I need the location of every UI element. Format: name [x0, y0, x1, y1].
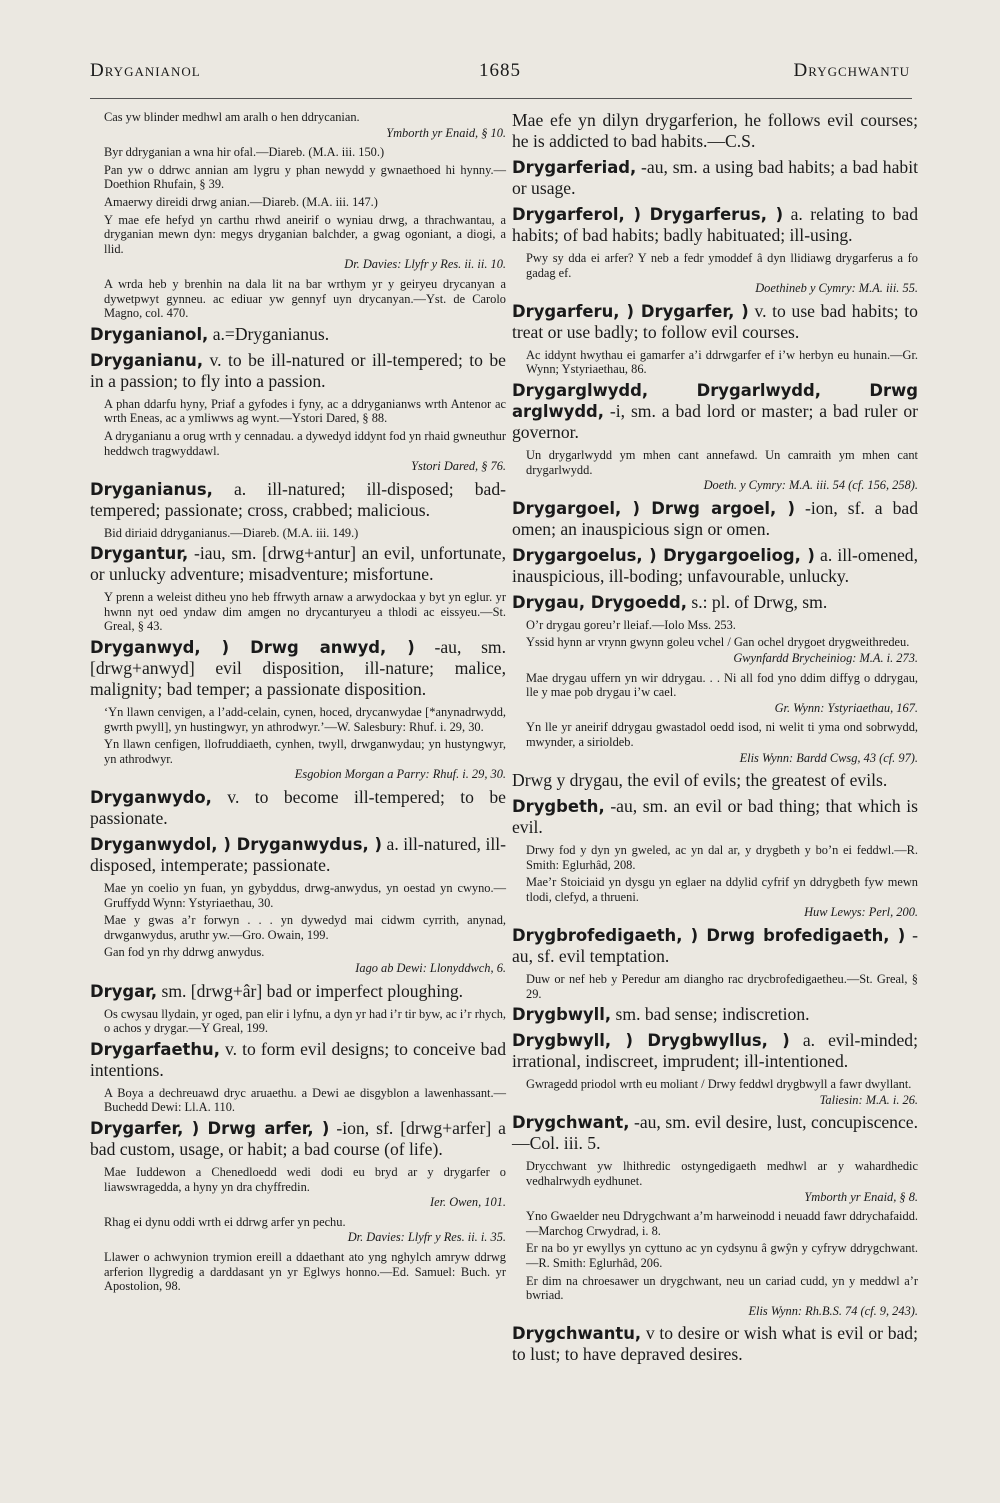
entry-headword: Drygchwantu,: [512, 1324, 642, 1344]
entry-headword: Drygarferiad,: [512, 158, 637, 177]
entry-headword: Drygantur,: [90, 544, 189, 564]
entry-headword: Drygar,: [90, 981, 158, 1001]
quotation: Gwragedd priodol wrth eu moliant / Drwy feddwl drygbwyll a fawr dwyllant.: [526, 1077, 912, 1092]
citation-source: Huw Lewys: Perl, 200.: [804, 905, 918, 920]
entry-headword: Drygarfer, ) Drwg arfer, ): [90, 1118, 330, 1138]
quotation: Un drygarlwydd ym mhen cant annefawd. Un camraith ym mhen cant drygarlwydd.: [526, 447, 918, 477]
citation-source: Ymborth yr Enaid, § 8.: [804, 1189, 918, 1204]
dictionary-entry: [512, 1030, 918, 1072]
quotation: Gan fod yn rhy ddrwg anwydus.: [104, 945, 265, 960]
quotation: A Boya a dechreuawd dryc aruaethu. a Dewi ae disgyblon a lawenhassant.—Buchedd Dewi: Ll.A. 110.: [104, 1085, 506, 1115]
dictionary-entry: [512, 380, 918, 443]
dictionary-entry: [90, 479, 506, 521]
citation-source: Dr. Davies: Llyfr y Res. ii. ii. 10.: [344, 257, 506, 272]
entry-headword: Drygbwyll,: [512, 1005, 612, 1025]
quotation: Cas yw blinder medhwl am aralh o hen ddrycanian.: [104, 110, 360, 124]
citation-source: Doeth. y Cymry: M.A. iii. 54 (cf. 156, 258).: [703, 478, 918, 493]
dictionary-entry: [512, 796, 918, 838]
quotation: Y mae efe hefyd yn carthu rhwd aneirif o wyniau drwg, a thrachwantau, a dryganian mewn dyn: megys dryganian balchder, a gwag ogoniant, a diogi, a llid.: [104, 212, 506, 256]
entry-definition: v. to form evil designs; to conceive bad intentions.: [90, 1038, 506, 1080]
quotation: Yn lle yr aneirif ddrygau gwastadol oedd isod, ni welit ti yma ond sobrwydd, mwynder, a sirioldeb.: [526, 720, 918, 749]
quotation: Drwy fod y dyn yn gweled, ac yn dal ar, y drygbeth y bo’n ei feddwl.—R. Smith: Eglurhâd, 208.: [526, 843, 918, 872]
dictionary-entry: [512, 1004, 918, 1025]
entry-definition: v. to use bad habits; to treat or use badly; to follow evil courses.: [512, 300, 918, 342]
citation-source: Ystori Dared, § 76.: [411, 459, 506, 474]
entry-headword: Dryganianu,: [90, 350, 204, 370]
dictionary-entry: [90, 637, 506, 700]
quotation: Bid diriaid ddryganianus.—Diareb. (M.A. iii. 149.): [104, 525, 359, 540]
header-rule: [90, 98, 912, 99]
dictionary-entry: [90, 350, 506, 392]
quotation: Ac iddynt hwythau ei gamarfer a’i ddrwgarfer ef i’w herbyn eu hunain.—Gr. Wynn; Ystyriaethau, 86.: [526, 347, 918, 377]
citation-source: Doethineb y Cymry: M.A. iii. 55.: [755, 281, 918, 296]
entry-definition: -au, sm. an evil or bad thing; that which is evil.: [512, 796, 918, 838]
citation-source: Esgobion Morgan a Parry: Rhuf. i. 29, 30.: [294, 767, 506, 782]
citation-source: Elis Wynn: Rh.B.S. 74 (cf. 9, 243).: [748, 1303, 918, 1318]
entry-headword: Drygbeth,: [512, 797, 605, 817]
dictionary-entry: [512, 545, 918, 587]
entry-definition: v. to be ill-natured or ill-tempered; to be in a passion; to fly into a passion.: [90, 349, 506, 391]
quotation: Amaerwy direidi drwg anian.—Diareb. (M.A. iii. 147.): [104, 194, 378, 209]
quotation: Yn llawn cenfigen, llofruddiaeth, cynhen, twyll, drwganwydau; yn hustyngwyr, yn athrodwyr.: [104, 737, 506, 766]
entry-definition: v to desire or wish what is evil or bad; to lust; to have depraved desires.: [512, 1323, 918, 1365]
quotation: Mae y gwas a’r forwyn . . . yn dywedyd mai cidwm cyrrith, anynad, drwganwydus, aruthr yw.—Gro. Owain, 199.: [104, 913, 506, 942]
entry-headword: Dryganwyd, ) Drwg anwyd, ): [90, 638, 415, 658]
entry-headword: Dryganianol,: [90, 324, 209, 344]
dictionary-entry: [512, 204, 918, 246]
dictionary-entry: [512, 157, 918, 199]
dictionary-entry: [512, 498, 918, 540]
quotation: Yno Gwaelder neu Ddrygchwant a’m harweinodd i neuadd fawr ddrychafaidd.—Marchog Crwydrad, i. 8.: [526, 1209, 918, 1238]
header-left-guide-word: Dryganianol: [90, 60, 201, 81]
citation-source: Iago ab Dewi: Llonyddwch, 6.: [355, 961, 506, 975]
entry-definition: -au, sm. evil desire, lust, concupiscence.—Col. iii. 5.: [512, 1112, 918, 1154]
dictionary-phrase: Mae efe yn dilyn drygarferion, he follows evil courses; he is addicted to bad habits.—C.S.: [512, 110, 918, 151]
quotation: Mae Iuddewon a Chenedloedd wedi dodi eu bryd ar y drygarfer o liawswragedda, a hyny yn dra chyffredin.: [104, 1164, 506, 1194]
citation-source: Ier. Owen, 101.: [429, 1195, 506, 1210]
quotation: Llawer o achwynion trymion ereill a ddaethant ato yng nghylch amryw ddrwg arferion llygredig a darddasant yn yr Eglwys honno.—Ed. Samuel: Buch. yr Apostolion, 98.: [104, 1249, 506, 1294]
quotation: Mae drygau uffern yn wir ddrygau. . . Ni all fod yno ddim diffyg o ddrygau, lle y mae pob drygau i’w cael.: [526, 670, 918, 700]
entry-headword: Drygargoelus, ) Drygargoeliog, ): [512, 545, 815, 565]
quotation: O’r drygau goreu’r lleiaf.—Iolo Mss. 253.: [526, 617, 736, 632]
dictionary-entry: [512, 1112, 918, 1154]
entry-headword: Dryganwydol, ) Dryganwydus, ): [90, 835, 383, 855]
entry-definition: a. relating to bad habits; of bad habits; badly habituated; ill-using.: [512, 204, 918, 245]
citation-source: Gwynfardd Brycheiniog: M.A. i. 273.: [733, 650, 918, 665]
entry-headword: Drygarferu, ) Drygarfer, ): [512, 301, 749, 321]
entry-headword: Dryganwydo,: [90, 788, 212, 808]
quotation: A wrda heb y brenhin na dala lit na bar wrthym yr y geiryeu drycanyan a dywetpwyt gynneu. ac ediuar yw gennyf uyn drycanyan.—Yst. de Carolo Magno, col. 470.: [104, 276, 506, 321]
quotation: Y prenn a weleist ditheu yno heb ffrwyth arnaw a arwydockaa y byt yn eglur. yr hwnn nyt oed yndaw dim amgen no drycanturyeu a thlodi ac eissyeu.—St. Greal, § 43.: [104, 590, 506, 634]
entry-headword: Drygarfaethu,: [90, 1039, 220, 1059]
dictionary-entry: [90, 981, 506, 1002]
dictionary-entry: [90, 1118, 506, 1160]
quotation: Yssid hynn ar vrynn gwynn goleu vchel / Gan ochel drygoet drygweithredeu.: [526, 635, 910, 650]
entry-definition: -au, sm. [drwg+anwyd] evil disposition, ill-nature; malice, malignity; bad temper; a passionate disposition.: [90, 637, 507, 700]
citation-source: Ymborth yr Enaid, § 10.: [386, 125, 506, 140]
entry-headword: Drygbrofedigaeth, ) Drwg brofedigaeth, ): [512, 926, 906, 946]
quotation: Os cwysau llydain, yr oged, pan elir i lyfnu, a dyn yr had i’r tir byw, ac i’r rhych, o achos y drygar.—Y Greal, 199.: [104, 1006, 506, 1036]
dictionary-phrase: Drwg y drygau, the evil of evils; the greatest of evils.: [512, 770, 888, 791]
dictionary-entry: [512, 592, 918, 613]
entry-definition: sm. bad sense; indiscretion.: [611, 1004, 810, 1025]
quotation: Byr ddryganian a wna hir ofal.—Diareb. (M.A. iii. 150.): [104, 145, 385, 160]
quotation: Er dim na chroesawer un drygchwant, neu un cariad cudd, yn y meddwl a’r bwriad.: [526, 1273, 918, 1303]
entry-definition: a. ill-omened, inauspicious, ill-boding; unfavourable, unlucky.: [512, 544, 918, 586]
quotation: Er na bo yr ewyllys yn cyttuno ac yn cydsynu â gwŷn y cyfryw ddrygchwant.—R. Smith: Eglurhâd, 206.: [526, 1241, 918, 1270]
citation-source: Elis Wynn: Bardd Cwsg, 43 (cf. 97).: [739, 750, 918, 765]
entry-definition: a. ill-natured, ill-disposed, intemperate; passionate.: [90, 834, 506, 876]
quotation: Rhag ei dynu oddi wrth ei ddrwg arfer yn pechu.: [104, 1214, 346, 1229]
entry-definition: sm. [drwg+âr] bad or imperfect ploughing.: [157, 980, 464, 1001]
quotation: Mae yn coelio yn fuan, yn gybyddus, drwg-anwydus, yn oestad yn cwyno.—Gruffydd Wynn: Ystyriaethau, 30.: [104, 881, 506, 910]
entry-headword: Drygargoel, ) Drwg argoel, ): [512, 498, 796, 518]
header-right-guide-word: Drygchwantu: [793, 60, 910, 81]
left-column: [90, 110, 506, 1297]
entry-definition: a.=Dryganianus.: [208, 323, 330, 344]
entry-definition: -au, sm. a using bad habits; a bad habit or usage.: [512, 157, 918, 198]
dictionary-entry: [512, 925, 918, 967]
quotation: Drycchwant yw lhithredic ostyngedigaeth medhwl ar y wahardhedic vedhalrwydh eydhunet.: [526, 1159, 918, 1189]
quotation: Pan yw o ddrwc annian am lygru y phan newydd y gwnaethoed hi hynny.—Doethion Rhufain, § 39.: [104, 162, 506, 192]
citation-source: Gr. Wynn: Ystyriaethau, 167.: [774, 700, 918, 715]
entry-definition: -i, sm. a bad lord or master; a bad ruler or governor.: [512, 400, 918, 442]
quotation: Mae’r Stoiciaid yn dysgu yn eglaer na ddylid cyfrif yn ddrygbeth fyw mewn tlodi, clefyd, a thrueni.: [526, 875, 918, 904]
entry-definition: -ion, sf. [drwg+arfer] a bad custom, usage, or habit; a bad course (of life).: [90, 1117, 506, 1159]
entry-definition: -ion, sf. a bad omen; an inauspicious sign or omen.: [512, 497, 918, 539]
entry-definition: -au, sf. evil temptation.: [512, 925, 919, 967]
dictionary-entry: [90, 324, 506, 345]
entry-headword: Drygarglwydd, Drygarlwydd, Drwg arglwydd,: [512, 380, 918, 421]
quotation: A dryganianu a orug wrth y cennadau. a dywedyd iddynt fod yn rhaid gwneuthur heddwch tragwyddawl.: [104, 428, 506, 458]
citation-source: Dr. Davies: Llyfr y Res. ii. i. 35.: [347, 1230, 506, 1245]
entry-headword: Drygarferol, ) Drygarferus, ): [512, 205, 784, 224]
page-number: 1685: [479, 60, 521, 81]
dictionary-entry: [90, 834, 506, 876]
quotation: Pwy sy dda ei arfer? Y neb a fedr ymoddef â dyn llidiawg drygarferus a fo gadag ef.: [526, 251, 918, 280]
dictionary-entry: [90, 787, 506, 829]
running-header: [90, 60, 910, 88]
quotation: Duw or nef heb y Peredur am diangho rac drycbrofedigaetheu.—St. Greal, § 29.: [526, 972, 918, 1001]
entry-definition: v. to become ill-tempered; to be passionate.: [90, 787, 506, 829]
entry-headword: Dryganianus,: [90, 479, 213, 499]
entry-definition: s.: pl. of Drwg, sm.: [686, 591, 828, 612]
entry-headword: Drygchwant,: [512, 1113, 630, 1133]
dictionary-entry: [512, 1323, 918, 1365]
quotation: A phan ddarfu hyny, Priaf a gyfodes i fyny, ac a ddryganianws wrth Antenor ac wrth Eneas, ac a ymliwws ag wynt.—Ystori Dared, § 88.: [104, 396, 506, 426]
entry-definition: -iau, sm. [drwg+antur] an evil, unfortunate, or unlucky adventure; misadventure; misfortune.: [90, 543, 506, 585]
dictionary-entry: [90, 543, 506, 585]
entry-headword: Drygbwyll, ) Drygbwyllus, ): [512, 1031, 790, 1051]
entry-definition: a. ill-natured; ill-disposed; bad-tempered; passionate; cross, crabbed; malicious.: [90, 478, 506, 520]
dictionary-entry: [90, 1039, 506, 1081]
right-column: [512, 110, 918, 1370]
quotation: ‘Yn llawn cenvigen, a l’add-celain, cynen, hoced, drycanwydae [*anynadrwydd, gwrth pwyll], yn hustingwyr, yn athrodwyr.’—W. Salesbury: Rhuf. i. 29, 30.: [104, 705, 506, 734]
entry-headword: Drygau, Drygoedd,: [512, 592, 687, 612]
citation-source: Taliesin: M.A. i. 26.: [819, 1092, 918, 1107]
dictionary-entry: [512, 301, 918, 343]
entry-definition: a. evil-minded; irrational, indiscreet, imprudent; ill-intentioned.: [512, 1030, 918, 1072]
